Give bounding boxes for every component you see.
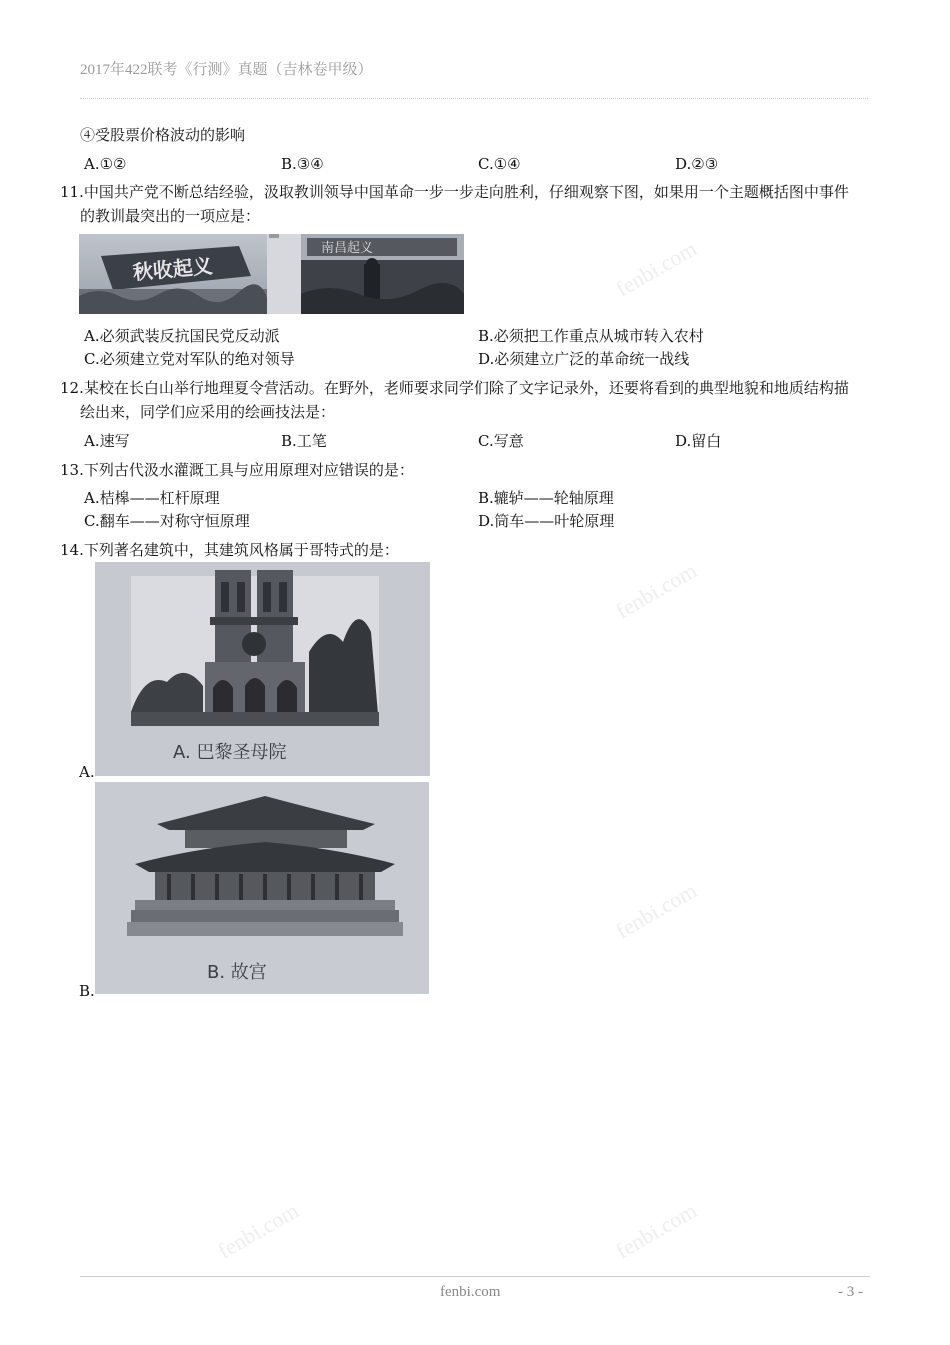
watermark-1: fenbi.com (611, 235, 701, 302)
q12-option-c: C.写意 (478, 432, 524, 450)
q14-option-b-caption: B. 故宫 (207, 962, 267, 983)
q11-banner-left: 秋收起义 (131, 253, 214, 285)
q12-text: 12.某校在长白山举行地理夏令营活动。在野外，老师要求同学们除了文字记录外，还要将看到的典型地貌和地质结构描绘出来，同学们应采用的绘画技法是： (60, 379, 849, 421)
header-divider (80, 98, 868, 99)
q11-stem (60, 180, 850, 228)
q10-option-b: B.③④ (281, 155, 324, 173)
q12-option-a: A.速写 (84, 432, 130, 450)
q12-option-d: D.留白 (675, 432, 722, 450)
q13-option-b: B.辘轳——轮轴原理 (478, 489, 614, 507)
watermark-2: fenbi.com (611, 557, 701, 624)
q10-option-a: A.①② (84, 155, 127, 173)
q14-option-a-label: A. (79, 763, 95, 781)
q14-option-a-caption: A. 巴黎圣母院 (173, 742, 287, 763)
q14-option-a-image (95, 562, 430, 776)
q14-option-b-image (95, 782, 429, 994)
page-header-title: 2017年422联考《行测》真题（吉林卷甲级） (80, 62, 373, 78)
q13-option-c: C.翻车——对称守恒原理 (84, 512, 250, 530)
q11-option-a: A.必须武装反抗国民党反动派 (84, 327, 280, 345)
q12-stem (60, 376, 850, 424)
q14-stem: 14.下列著名建筑中，其建筑风格属于哥特式的是： (60, 541, 399, 559)
watermark-3: fenbi.com (611, 877, 701, 944)
q11-figure (79, 234, 464, 314)
footer-site: fenbi.com (440, 1284, 501, 1300)
notre-dame-illustration (95, 562, 430, 776)
q11-option-d: D.必须建立广泛的革命统一战线 (478, 350, 690, 368)
q10-item-4: ④受股票价格波动的影响 (80, 126, 246, 144)
footer-divider (80, 1276, 870, 1277)
q11-option-c: C.必须建立党对军队的绝对领导 (84, 350, 295, 368)
q13-option-a: A.桔槔——杠杆原理 (84, 489, 220, 507)
q13-stem: 13.下列古代汲水灌溉工具与应用原理对应错误的是： (60, 461, 414, 479)
watermark-5: fenbi.com (611, 1197, 701, 1264)
q11-option-b: B.必须把工作重点从城市转入农村 (478, 327, 704, 345)
forbidden-city-illustration (95, 782, 429, 994)
q11-text: 11.中国共产党不断总结经验，汲取教训领导中国革命一步一步走向胜利，仔细观察下图，如果用一个主题概括图中事件的教训最突出的一项应是： (60, 183, 849, 225)
q11-photo-pair (79, 234, 464, 314)
watermark-4: fenbi.com (213, 1197, 303, 1264)
q10-option-d: D.②③ (675, 155, 719, 173)
page-number: - 3 - (838, 1284, 863, 1300)
q10-option-c: C.①④ (478, 155, 521, 173)
q14-option-b-label: B. (79, 982, 95, 1000)
q11-banner-right: 南昌起义 (321, 241, 374, 256)
q13-option-d: D.筒车——叶轮原理 (478, 512, 615, 530)
q12-option-b: B.工笔 (281, 432, 327, 450)
